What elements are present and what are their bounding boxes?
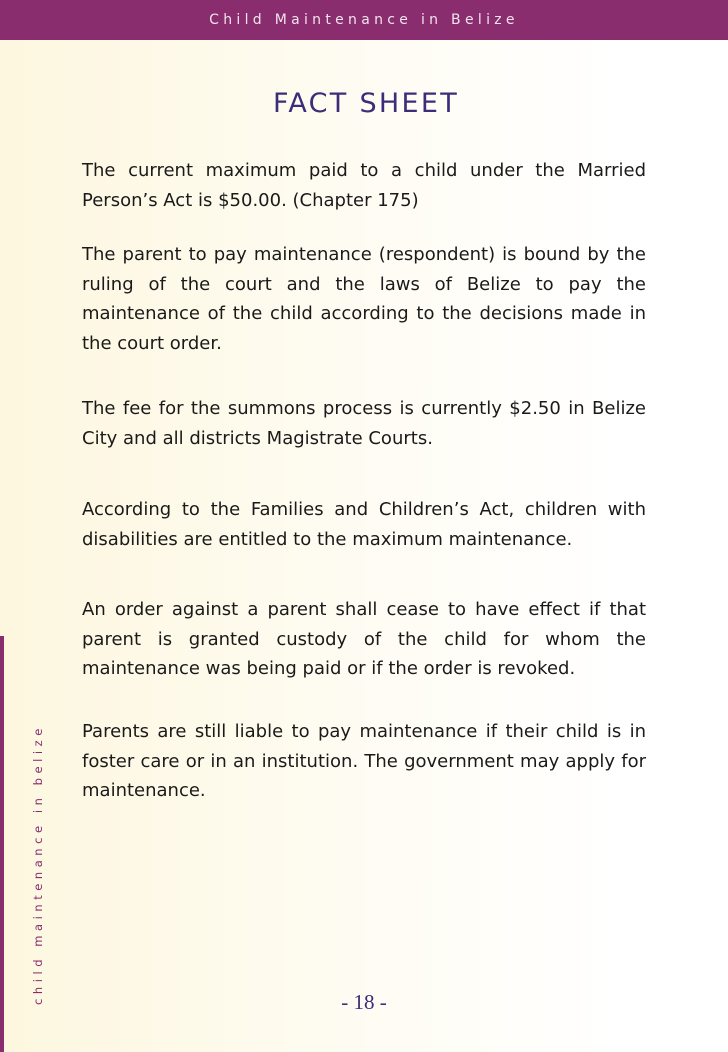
page-number-text: - 18 -: [341, 990, 387, 1014]
side-running-text: child maintenance in belize: [31, 724, 45, 1005]
page-number: [0, 990, 728, 1015]
paragraph-summons-fee: The fee for the summons process is currently $2.50 in Belize City and all districts Magistrate Courts.: [82, 398, 646, 449]
paragraph-respondent-bound: The parent to pay maintenance (respondent) is bound by the ruling of the court and the laws of Belize to pay the maintenance of the child according to the decisions made in the court order.: [82, 244, 646, 354]
page-title: [0, 88, 728, 119]
running-header: Child Maintenance in Belize: [209, 12, 519, 28]
paragraph-order-cease: An order against a parent shall cease to have effect if that parent is granted custody of the child for whom the maintenance was being paid or if the order is revoked.: [82, 599, 646, 679]
paragraph-disabilities: According to the Families and Children’s Act, children with disabilities are entitled to the maximum maintenance.: [82, 499, 646, 550]
page-title-text: FACT SHEET: [272, 88, 460, 119]
paragraph-foster-care: Parents are still liable to pay maintenance if their child is in foster care or in an institution. The government may apply for maintenance.: [82, 721, 646, 801]
paragraph-max-payment: The current maximum paid to a child under the Married Person’s Act is $50.00. (Chapter 175): [82, 160, 646, 211]
